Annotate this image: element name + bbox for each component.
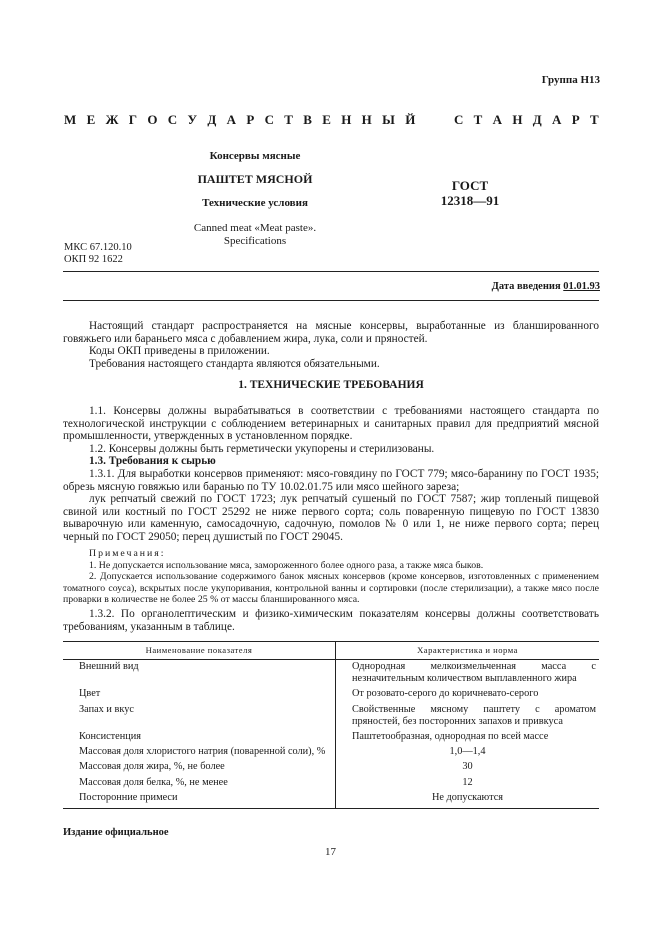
indicator-name: Внешний вид bbox=[63, 660, 336, 688]
note-item: 1. Не допускается использование мяса, замороженного более одного раза, а также мяса быков. bbox=[89, 559, 484, 571]
table-row bbox=[63, 760, 599, 775]
indicator-value: Паштетообразная, однородная по всей массе bbox=[352, 731, 549, 743]
banner-letter: А bbox=[552, 112, 562, 127]
banner-letter: С bbox=[453, 112, 464, 127]
table-row bbox=[63, 745, 599, 760]
table-row bbox=[63, 660, 599, 688]
notes-title: Примечания: bbox=[89, 548, 166, 559]
column-header: Характеристика и норма bbox=[336, 642, 600, 660]
table-row bbox=[63, 703, 599, 730]
banner-letter: Д bbox=[532, 112, 542, 127]
banner-letter: Й bbox=[405, 112, 416, 127]
clause-1-3-2-block bbox=[63, 608, 599, 633]
gost-designation bbox=[405, 178, 535, 208]
banner-letter: Е bbox=[86, 112, 96, 127]
table-row bbox=[63, 776, 599, 791]
classification-codes bbox=[64, 242, 132, 266]
banner-letter: Т bbox=[473, 112, 483, 127]
english-title bbox=[140, 222, 370, 248]
clause-1-3-1-continued: лук репчатый свежий по ГОСТ 1723; лук репчатый сушеный по ГОСТ 7587; жир топленый пищевой свиной или костный по ГОСТ 25292 не ниже первого сорта; соль поваренную пищевую по ГОСТ 13830 выварочную или каменную, самосадочную, садочную, помолов № 0 или 1, не ниже первого сорта; перец черный по ГОСТ 29050; перец душистый по ГОСТ 29045. bbox=[63, 493, 599, 543]
banner-letter: У bbox=[187, 112, 198, 127]
note-item: 2. Допускается использование содержимого банок мясных консервов (кроме консервов, изготовленных с применением томатного соуса), вскрытых после укупоривания, контрольной ванны и сортировки (после стерилизации), а также мясо после проварки в количестве не более 25 % от массы бланшированного мяса. bbox=[63, 571, 599, 606]
banner-letter: М bbox=[64, 112, 77, 127]
indicator-name: Массовая доля хлористого натрия (поваренной соли), % bbox=[63, 745, 336, 760]
clause-1-2: 1.2. Консервы должны быть герметически укупорены и стерилизованы. bbox=[89, 442, 435, 455]
banner-letter: Н bbox=[512, 112, 523, 127]
header-divider bbox=[63, 271, 599, 272]
document-subtitle: Технические условия bbox=[202, 197, 308, 209]
page-number: 17 bbox=[325, 846, 336, 858]
indicator-value: 30 bbox=[462, 761, 473, 773]
banner-letter: Н bbox=[361, 112, 372, 127]
official-edition: Издание официальное bbox=[63, 827, 169, 838]
banner-letter: Р bbox=[571, 112, 580, 127]
banner-letter: Ж bbox=[105, 112, 119, 127]
banner-letter: Т bbox=[590, 112, 599, 127]
banner-letter: С bbox=[167, 112, 178, 127]
banner-letter: О bbox=[147, 112, 158, 127]
effective-date-label: Дата введения bbox=[491, 281, 564, 292]
indicator-value: Однородная мелкоизмельченная масса с незначительным количеством выплавленного жира bbox=[352, 661, 596, 685]
clause-1-1: 1.1. Консервы должны вырабатываться в соответствии с требованиями настоящего стандарта по технологической инструкции с соблюдением ветеринарных и санитарных правил для предприятий мясной промышленности, утвержденных в установленном порядке. bbox=[63, 405, 599, 443]
banner-letter: Ы bbox=[382, 112, 395, 127]
banner-letter: Е bbox=[322, 112, 331, 127]
clause-1-3-2: 1.3.2. По органолептическим и физико-химическим показателям консервы должны соответствовать требованиям, указанным в таблице. bbox=[63, 608, 599, 633]
intro-section bbox=[63, 320, 599, 370]
group-code: Группа Н13 bbox=[541, 74, 600, 86]
indicator-value: 12 bbox=[462, 776, 473, 788]
standard-banner bbox=[64, 112, 599, 128]
product-title: ПАШТЕТ МЯСНОЙ bbox=[197, 172, 313, 186]
gost-number: 12318—91 bbox=[440, 193, 500, 208]
indicator-value: 1,0—1,4 bbox=[449, 746, 486, 758]
gost-label: ГОСТ bbox=[451, 178, 489, 193]
banner-letter: Г bbox=[128, 112, 138, 127]
section-heading bbox=[63, 379, 599, 392]
banner-letter: Т bbox=[284, 112, 293, 127]
banner-letter: С bbox=[264, 112, 274, 127]
table-row bbox=[63, 687, 599, 702]
column-header: Наименование показателя bbox=[63, 642, 336, 660]
banner-letter: Н bbox=[341, 112, 352, 127]
banner-gap bbox=[426, 112, 444, 128]
product-category: Консервы мясные bbox=[209, 150, 301, 162]
clause-1-3-1: 1.3.1. Для выработки консервов применяют: мясо-говядину по ГОСТ 779; мясо-баранину по ГОСТ 1935; обрезь мясную говяжью или баранью по ТУ 10.02.01.75 или мясо шейного зареза; bbox=[63, 467, 599, 493]
table-row bbox=[63, 730, 599, 745]
banner-letter: Р bbox=[246, 112, 255, 127]
table-row bbox=[63, 791, 599, 809]
indicator-name: Запах и вкус bbox=[63, 703, 336, 730]
table-header-row bbox=[63, 642, 599, 660]
indicator-name: Цвет bbox=[63, 687, 336, 702]
intro-paragraph: Коды ОКП приведены в приложении. bbox=[89, 345, 270, 358]
indicator-value: Не допускаются bbox=[336, 791, 600, 809]
indicator-value: От розовато-серого до коричневато-серого bbox=[352, 688, 539, 700]
indicator-value: Свойственные мясному паштету с ароматом пряностей, без посторонних запахов и привкуса bbox=[352, 703, 596, 727]
section-title: 1. ТЕХНИЧЕСКИЕ ТРЕБОВАНИЯ bbox=[238, 379, 424, 391]
effective-date-value: 01.01.93 bbox=[563, 281, 600, 292]
mks-code: МКС 67.120.10 bbox=[64, 242, 132, 253]
notes-block bbox=[63, 548, 599, 606]
banner-letter: А bbox=[492, 112, 503, 127]
banner-letter: Д bbox=[207, 112, 217, 127]
indicator-name: Консистенция bbox=[63, 730, 336, 745]
indicator-name: Массовая доля жира, %, не более bbox=[63, 760, 336, 775]
effective-date bbox=[492, 281, 600, 292]
banner-letter: В bbox=[303, 112, 312, 127]
banner-letter: А bbox=[226, 112, 236, 127]
indicator-name: Посторонние примеси bbox=[63, 791, 336, 809]
intro-paragraph: Настоящий стандарт распространяется на мясные консервы, выработанные из бланшированного говяжьего или бараньего мяса с добавлением жира, лука, соли и пряностей. bbox=[63, 320, 599, 345]
english-title-line: Specifications bbox=[223, 235, 287, 247]
section-1-body bbox=[63, 405, 599, 544]
date-divider bbox=[63, 300, 599, 301]
spec-table bbox=[63, 641, 599, 809]
english-title-line: Canned meat «Meat paste». bbox=[193, 222, 317, 234]
intro-paragraph: Требования настоящего стандарта являются обязательными. bbox=[89, 357, 380, 370]
clause-1-3-title: 1.3. Требования к сырью bbox=[89, 455, 216, 468]
okp-code: ОКП 92 1622 bbox=[64, 254, 123, 265]
indicator-name: Массовая доля белка, %, не менее bbox=[63, 776, 336, 791]
